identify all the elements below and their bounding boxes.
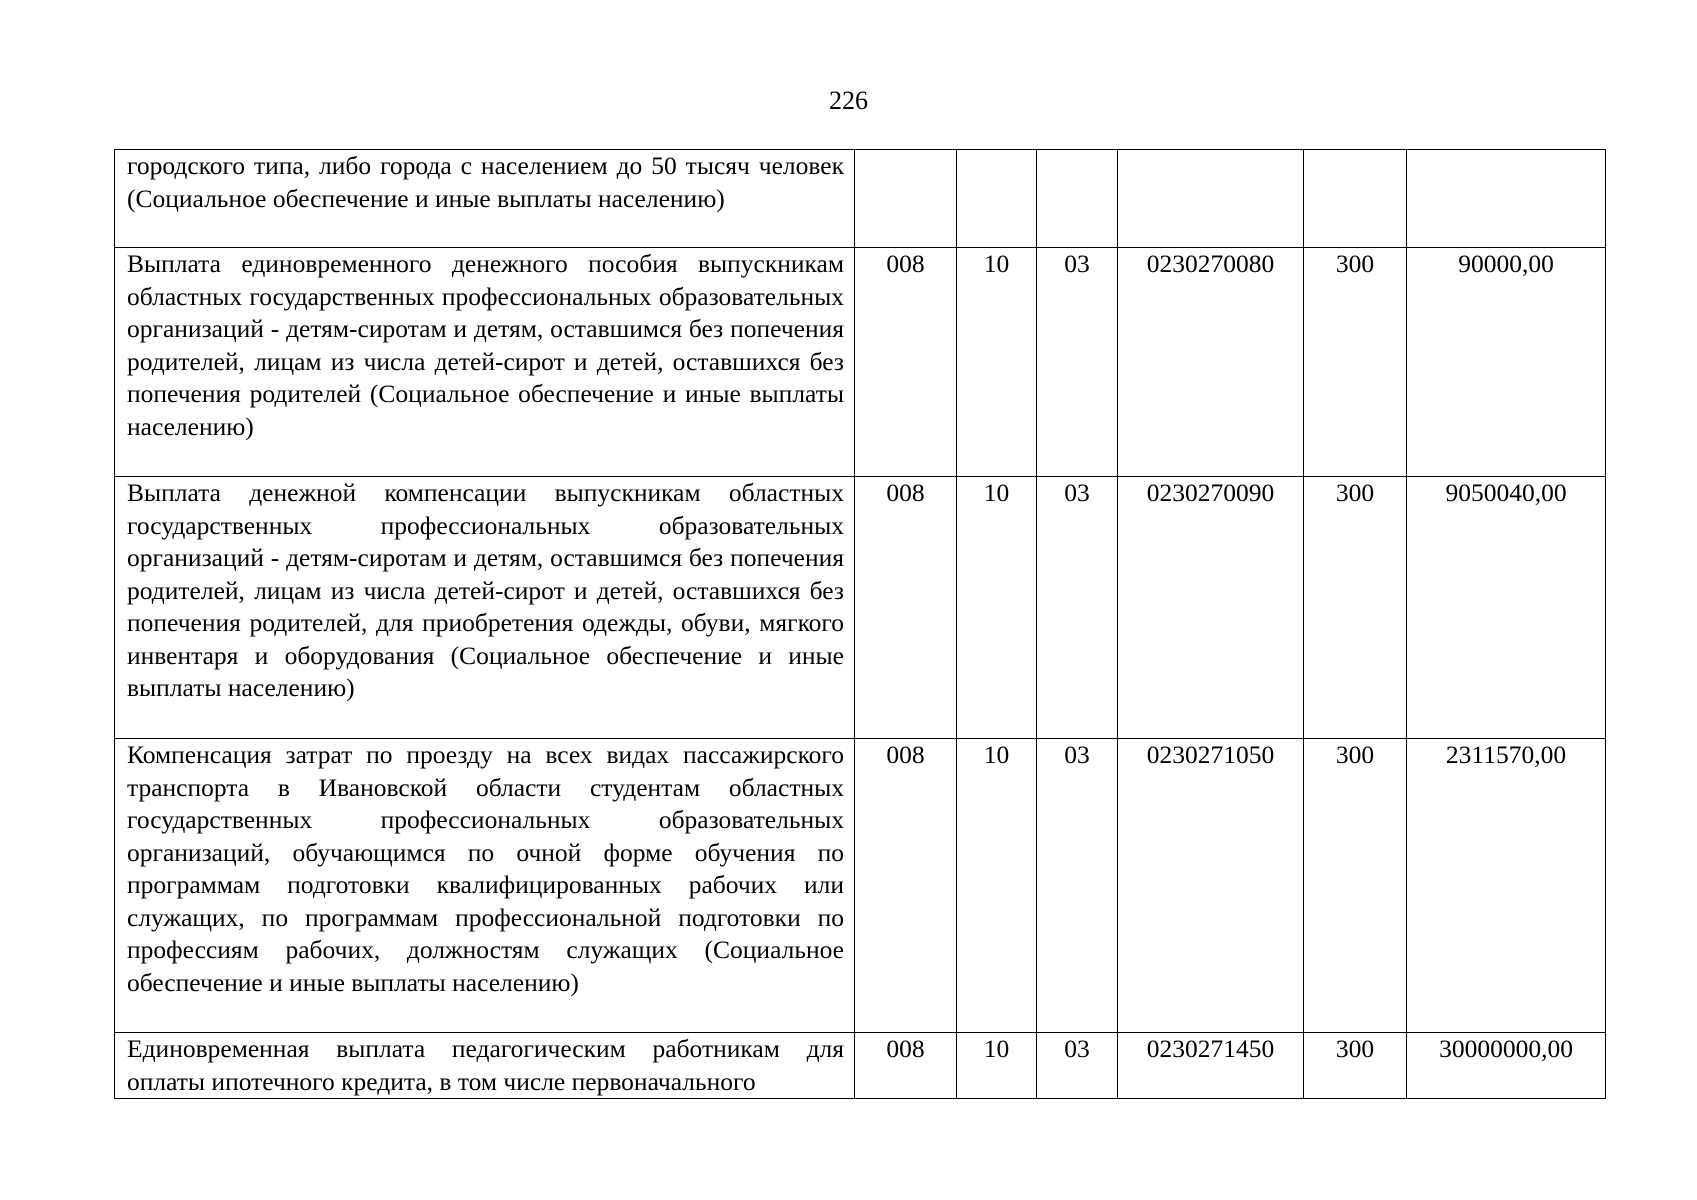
amount: 9050040,00 [1407,477,1606,739]
ministry-code: 008 [855,477,957,739]
budget-table [114,149,1606,1099]
expense-type-code: 300 [1304,1033,1407,1099]
row-description: городского типа, либо города с населением до 50 тысяч человек (Социальное обеспечение и иные выплаты населению) [115,150,855,248]
row-description: Компенсация затрат по проезду на всех видах пассажирского транспорта в Ивановской области студентам областных государственных профессиональных образовательных организаций, обучающимся по очной форме обучения по программам подготовки квалифицированных рабочих или служащих, по программам профессиональной подготовки по профессиям рабочих, должностям служащих (Социальное обеспечение и иные выплаты населению) [115,739,855,1033]
amount [1407,150,1606,248]
page-number: 226 [829,86,868,115]
target-article-code: 0230271450 [1118,1033,1304,1099]
expense-type-code: 300 [1304,477,1407,739]
subsection-code: 03 [1037,248,1118,477]
row-description: Выплата единовременного денежного пособия выпускникам областных государственных профессиональных образовательных организаций - детям-сиротам и детям, оставшимся без попечения родителей, лицам из числа детей-сирот и детей, оставшихся без попечения родителей (Социальное обеспечение и иные выплаты населению) [115,248,855,477]
target-article-code: 0230270090 [1118,477,1304,739]
row-description: Выплата денежной компенсации выпускникам областных государственных профессиональных образовательных организаций - детям-сиротам и детям, оставшимся без попечения родителей, лицам из числа детей-сирот и детей, оставшихся без попечения родителей, для приобретения одежды, обуви, мягкого инвентаря и оборудования (Социальное обеспечение и иные выплаты населению) [115,477,855,739]
section-code: 10 [957,1033,1037,1099]
subsection-code: 03 [1037,1033,1118,1099]
expense-type-code: 300 [1304,739,1407,1033]
table-row [115,248,1606,477]
table-row [115,1033,1606,1099]
section-code: 10 [957,739,1037,1033]
target-article-code [1118,150,1304,248]
target-article-code: 0230271050 [1118,739,1304,1033]
expense-type-code: 300 [1304,248,1407,477]
amount: 90000,00 [1407,248,1606,477]
subsection-code: 03 [1037,477,1118,739]
amount: 2311570,00 [1407,739,1606,1033]
amount: 30000000,00 [1407,1033,1606,1099]
section-code: 10 [957,477,1037,739]
table-row [115,739,1606,1033]
target-article-code: 0230270080 [1118,248,1304,477]
section-code: 10 [957,248,1037,477]
subsection-code: 03 [1037,739,1118,1033]
section-code [957,150,1037,248]
table-row [115,477,1606,739]
expense-type-code [1304,150,1407,248]
ministry-code: 008 [855,739,957,1033]
ministry-code [855,150,957,248]
ministry-code: 008 [855,248,957,477]
table-row [115,150,1606,248]
subsection-code [1037,150,1118,248]
row-description: Единовременная выплата педагогическим работникам для оплаты ипотечного кредита, в том числе первоначального [115,1033,855,1099]
ministry-code: 008 [855,1033,957,1099]
